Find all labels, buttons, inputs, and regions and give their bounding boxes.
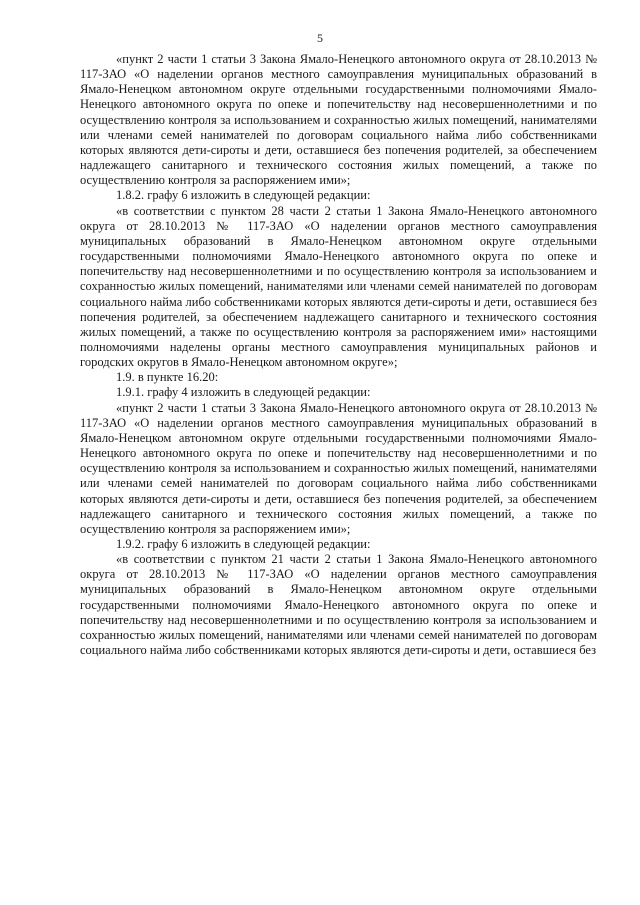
- paragraph-amendment-text: «в соответствии с пунктом 21 части 2 статьи 1 Закона Ямало-Ненецкого автономного округа от 28.10.2013 № 117-ЗАО «О наделении органов местного самоуправления муниципальных образований в Ямало-Ненецком автономном округе отдельными государственными полномочиями Ямало-Ненецкого автономного округа по опеке и попечительству над несовершеннолетними и по осуществлению контроля за использованием и сохранностью жилых помещений, нанимателями или членами семей нанимателей по договорам социального найма либо собственниками которых являются дети-сироты и дети, оставшиеся без: [80, 552, 597, 658]
- paragraph-amendment-text: «пункт 2 части 1 статьи 3 Закона Ямало-Ненецкого автономного округа от 28.10.2013 № 117-ЗАО «О наделении органов местного самоуправления муниципальных образований в Ямало-Ненецком автономном округе отдельными государственными полномочиями Ямало-Ненецкого автономного округа по опеке и попечительству над несовершеннолетними и по осуществлению контроля за использованием и сохранностью жилых помещений, нанимателями или членами семей нанимателей по договорам социального найма либо собственниками которых являются дети-сироты и дети, оставшиеся без попечения родителей, за обеспечением надлежащего санитарного и технического состояния жилых помещений, а также по осуществлению контроля за распоряжением ими»;: [80, 400, 597, 536]
- paragraph-clause-1-8-2: 1.8.2. графу 6 изложить в следующей редакции:: [116, 188, 371, 203]
- paragraph-amendment-text: «в соответствии с пунктом 28 части 2 статьи 1 Закона Ямало-Ненецкого автономного округа от 28.10.2013 № 117-ЗАО «О наделении органов местного самоуправления муниципальных образований в Ямало-Ненецком автономном округе отдельными государственными полномочиями Ямало-Ненецкого автономного округа по опеке и попечительству над несовершеннолетними и по осуществлению контроля за использованием и сохранностью жилых помещений, нанимателями или членами семей нанимателей по договорам социального найма либо собственниками которых являются дети-сироты и дети, оставшиеся без попечения родителей, за обеспечением надлежащего санитарного и технического состояния жилых помещений, а также по осуществлению контроля за распоряжением ими» настоящими полномочиями наделены органы местного самоуправления муниципальных районов и городских округов в Ямало-Ненецком автономном округе»;: [80, 203, 597, 370]
- paragraph-clause-1-9-1: 1.9.1. графу 4 изложить в следующей редакции:: [116, 385, 371, 400]
- paragraph-clause-1-9-2: 1.9.2. графу 6 изложить в следующей редакции:: [116, 537, 371, 551]
- paragraph-clause-1-9: 1.9. в пункте 16.20:: [116, 370, 219, 385]
- page-number: 5: [317, 31, 323, 45]
- document-body: [80, 52, 597, 658]
- paragraph-amendment-text: «пункт 2 части 1 статьи 3 Закона Ямало-Ненецкого автономного округа от 28.10.2013 № 117-ЗАО «О наделении органов местного самоуправления муниципальных образований в Ямало-Ненецком автономном округе отдельными государственными полномочиями Ямало-Ненецкого автономного округа по опеке и попечительству над несовершеннолетними и по осуществлению контроля за использованием и сохранностью жилых помещений, нанимателями или членами семей нанимателей по договорам социального найма либо собственниками которых являются дети-сироты и дети, оставшиеся без попечения родителей, за обеспечением надлежащего санитарного и технического состояния жилых помещений, а также по осуществлению контроля за распоряжением ими»;: [80, 52, 597, 188]
